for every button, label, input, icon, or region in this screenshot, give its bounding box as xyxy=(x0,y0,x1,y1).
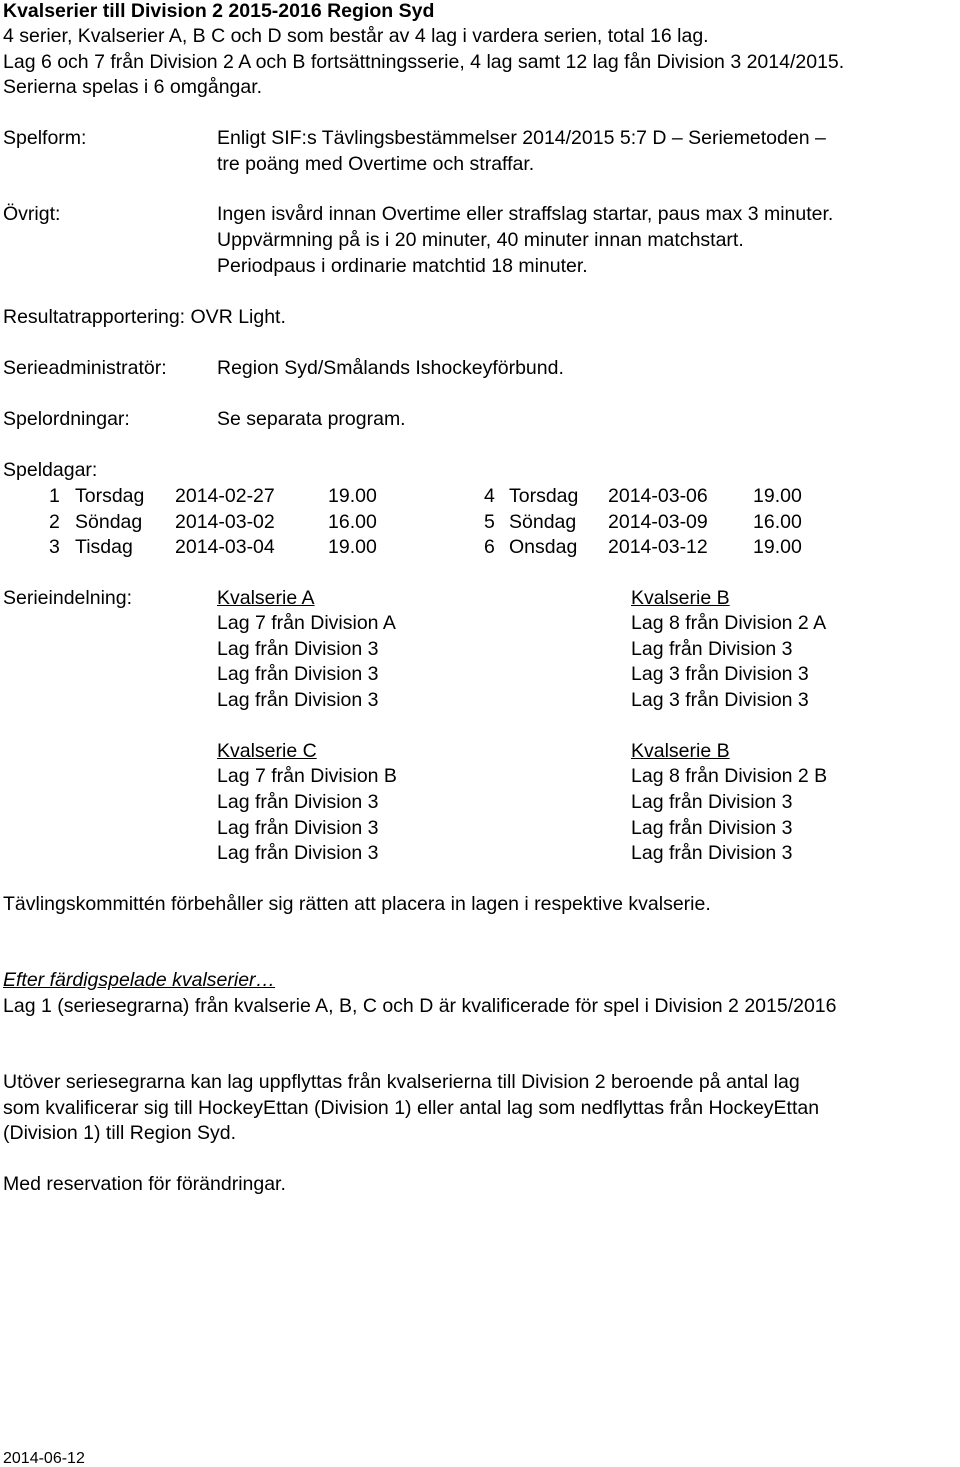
speldag-time: 19.00 xyxy=(328,485,377,507)
group-team: Lag 8 från Division 2 A xyxy=(631,612,827,634)
spelordningar-value: Se separata program. xyxy=(217,408,406,430)
speldag-date: 2014-03-02 xyxy=(175,511,275,533)
intro-line-1: 4 serier, Kvalserier A, B C och D som består av 4 lag i vardera serien, total 16 lag. xyxy=(3,25,709,47)
group-team: Lag 3 från Division 3 xyxy=(631,689,809,711)
group-team: Lag från Division 3 xyxy=(217,638,379,660)
speldag-num: 1 xyxy=(49,485,60,507)
speldag-date: 2014-02-27 xyxy=(175,485,275,507)
group-title-kvalserie-a: Kvalserie A xyxy=(217,587,315,609)
serieindelning-label: Serieindelning: xyxy=(3,587,133,609)
group-team: Lag från Division 3 xyxy=(217,689,379,711)
speldag-num: 5 xyxy=(484,511,495,533)
speldag-time: 19.00 xyxy=(753,536,802,558)
group-team: Lag 7 från Division A xyxy=(217,612,396,634)
speldag-num: 2 xyxy=(49,511,60,533)
speldag-time: 16.00 xyxy=(753,511,802,533)
speldag-day: Söndag xyxy=(75,511,143,533)
ovrigt-line-3: Periodpaus i ordinarie matchtid 18 minuter. xyxy=(217,255,588,277)
speldag-time: 19.00 xyxy=(328,536,377,558)
promotion-line-3: (Division 1) till Region Syd. xyxy=(3,1122,237,1144)
speldag-day: Tisdag xyxy=(75,536,133,558)
group-team: Lag från Division 3 xyxy=(631,791,793,813)
group-title-kvalserie-b: Kvalserie B xyxy=(631,587,730,609)
serieadministrator-value: Region Syd/Smålands Ishockeyförbund. xyxy=(217,357,564,379)
speldag-day: Onsdag xyxy=(509,536,578,558)
intro-line-2: Lag 6 och 7 från Division 2 A och B fortsättningsserie, 4 lag samt 12 lag fån Division 3 2014/2015. xyxy=(3,51,845,73)
speldag-date: 2014-03-06 xyxy=(608,485,708,507)
group-team: Lag 3 från Division 3 xyxy=(631,663,809,685)
group-team: Lag 8 från Division 2 B xyxy=(631,765,828,787)
speldag-day: Torsdag xyxy=(509,485,579,507)
serieadministrator-label: Serieadministratör: xyxy=(3,357,167,379)
spelordningar-label: Spelordningar: xyxy=(3,408,130,430)
speldag-day: Torsdag xyxy=(75,485,145,507)
group-team: Lag från Division 3 xyxy=(631,817,793,839)
ovrigt-label: Övrigt: xyxy=(3,203,61,225)
speldag-date: 2014-03-04 xyxy=(175,536,275,558)
reservation-note: Med reservation för förändringar. xyxy=(3,1173,286,1195)
group-team: Lag från Division 3 xyxy=(631,842,793,864)
promotion-line-2: som kvalificerar sig till HockeyEttan (Division 1) eller antal lag som nedflyttas från HockeyEttan xyxy=(3,1097,820,1119)
group-team: Lag från Division 3 xyxy=(217,791,379,813)
speldag-date: 2014-03-12 xyxy=(608,536,708,558)
speldag-time: 19.00 xyxy=(753,485,802,507)
ovrigt-line-1: Ingen isvård innan Overtime eller straffslag startar, paus max 3 minuter. xyxy=(217,203,834,225)
spelform-line-1: Enligt SIF:s Tävlingsbestämmelser 2014/2015 5:7 D – Seriemetoden – xyxy=(217,127,826,149)
document-title: Kvalserier till Division 2 2015-2016 Region Syd xyxy=(3,0,435,22)
speldag-day: Söndag xyxy=(509,511,577,533)
speldag-num: 3 xyxy=(49,536,60,558)
speldag-num: 6 xyxy=(484,536,495,558)
promotion-line-1: Utöver seriesegrarna kan lag uppflyttas från kvalserierna till Division 2 beroende på antal lag xyxy=(3,1071,800,1093)
speldagar-label: Speldagar: xyxy=(3,459,98,481)
group-title-kvalserie-c: Kvalserie C xyxy=(217,740,317,762)
ovrigt-line-2: Uppvärmning på is i 20 minuter, 40 minuter innan matchstart. xyxy=(217,229,744,251)
spelform-label: Spelform: xyxy=(3,127,87,149)
intro-line-3: Serierna spelas i 6 omgångar. xyxy=(3,76,263,98)
footer-date: 2014-06-12 xyxy=(3,1450,85,1467)
group-team: Lag 7 från Division B xyxy=(217,765,397,787)
group-team: Lag från Division 3 xyxy=(217,817,379,839)
group-team: Lag från Division 3 xyxy=(217,663,379,685)
group-team: Lag från Division 3 xyxy=(217,842,379,864)
group-team: Lag från Division 3 xyxy=(631,638,793,660)
resultatrapportering: Resultatrapportering: OVR Light. xyxy=(3,306,286,328)
after-heading: Efter färdigspelade kvalserier… xyxy=(3,969,276,991)
committee-note: Tävlingskommittén förbehåller sig rätten att placera in lagen i respektive kvalserie. xyxy=(3,893,711,915)
after-text: Lag 1 (seriesegrarna) från kvalserie A, B, C och D är kvalificerade för spel i Division 2 2015/2016 xyxy=(3,995,837,1017)
speldag-num: 4 xyxy=(484,485,495,507)
speldag-date: 2014-03-09 xyxy=(608,511,708,533)
spelform-line-2: tre poäng med Overtime och straffar. xyxy=(217,153,535,175)
speldag-time: 16.00 xyxy=(328,511,377,533)
group-title-kvalserie-b-2: Kvalserie B xyxy=(631,740,730,762)
